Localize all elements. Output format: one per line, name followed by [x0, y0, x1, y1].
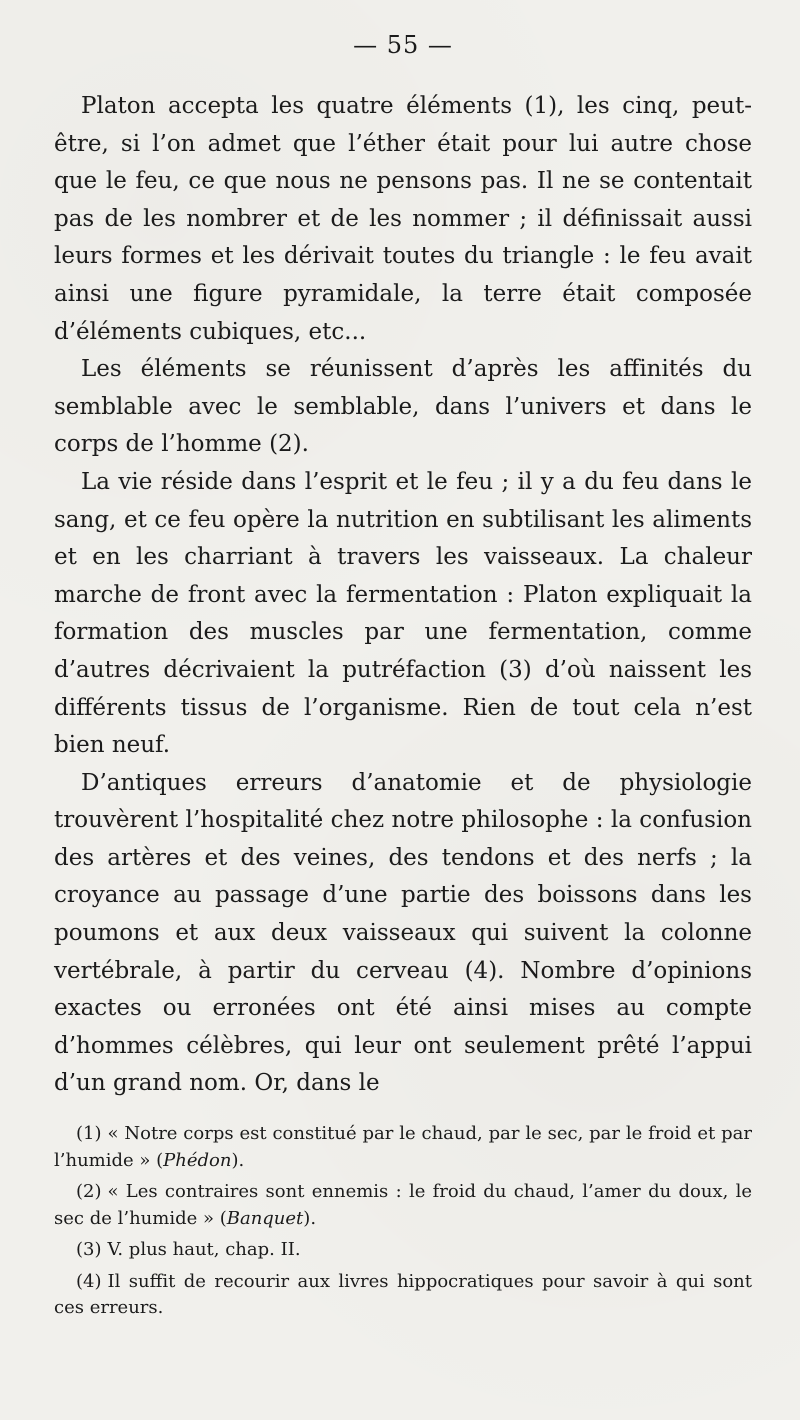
- footnote-2: [54, 1179, 752, 1232]
- footnote-4: [54, 1269, 752, 1322]
- footnote-mark: (2): [76, 1181, 102, 1203]
- paragraph-3: La vie réside dans l’esprit et le feu ; il y a du feu dans le sang, et ce feu opère la nutrition en subtilisant les aliments et en les charriant à travers les vaisseaux. La chaleur marche de front avec la fermentation : Platon expliquait la formation des muscles par une fermentation, comme d’autres décrivaient la putréfaction (3) d’où naissent les différents tissus de l’organisme. Rien de tout cela n’est bien neuf.: [54, 468, 752, 759]
- footnote-text: V. plus haut, chap. II.: [107, 1239, 301, 1261]
- main-text: [54, 88, 752, 1103]
- footnote-1: [54, 1121, 752, 1174]
- paragraph-1: Platon accepta les quatre éléments (1), les cinq, peut-être, si l’on admet que l’éther était pour lui autre chose que le feu, ce que nous ne pensons pas. Il ne se contentait pas de les nombrer et de les nommer ; il définissait aussi leurs formes et les dérivait toutes du triangle : le feu avait ainsi une figure pyramidale, la terre était composée d’éléments cubiques, etc...: [54, 93, 752, 345]
- footnote-text: « Notre corps est constitué par le chaud, par le sec, par le froid et par l’humide » (: [54, 1123, 752, 1171]
- paragraph-2: Les éléments se réunissent d’après les affinités du semblable avec le semblable, dans l’univers et dans le corps de l’homme (2).: [54, 356, 752, 458]
- footnote-mark: (3): [76, 1239, 102, 1261]
- footnote-closing: ).: [231, 1149, 245, 1171]
- paragraph-4: D’antiques erreurs d’anatomie et de physiologie trouvèrent l’hospitalité chez notre philosophe : la confusion des artères et des veines, des tendons et des nerfs ; la croyance au passage d’une partie des boissons dans les poumons et aux deux vaisseaux qui suivent la colonne vertébrale, à partir du cerveau (4). Nombre d’opinions exactes ou erronées ont été ainsi mises au compte d’hommes célèbres, qui leur ont seulement prêté l’appui d’un grand nom. Or, dans le: [54, 769, 752, 1097]
- footnote-3: [54, 1237, 752, 1264]
- footnote-work-title: Phédon: [163, 1149, 232, 1171]
- footnote-mark: (4): [76, 1270, 102, 1292]
- page-number: — 55 —: [353, 31, 453, 59]
- footnote-mark: (1): [76, 1123, 102, 1145]
- footnote-text: « Les contraires sont ennemis : le froid du chaud, l’amer du doux, le sec de l’humide » (: [54, 1181, 752, 1229]
- footnote-closing: ).: [303, 1207, 317, 1229]
- footnote-work-title: Banquet: [226, 1207, 304, 1229]
- footnotes: [54, 1121, 752, 1322]
- footnote-text: Il suffit de recourir aux livres hippocratiques pour savoir à qui sont ces erreurs.: [54, 1270, 752, 1319]
